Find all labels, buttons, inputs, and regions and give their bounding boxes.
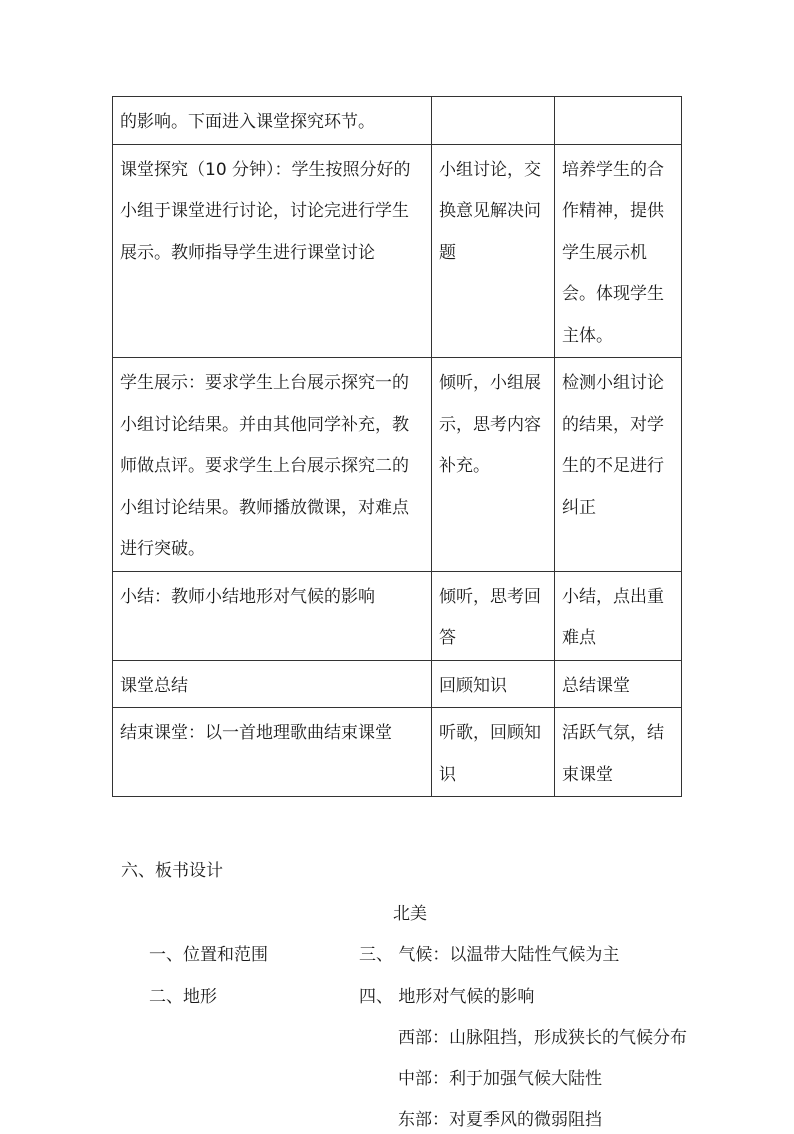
design-intent-cell: 活跃气氛，结束课堂: [555, 708, 682, 797]
student-activity-cell: 小组讨论，交换意见解决问题: [432, 144, 555, 358]
table-row: [113, 144, 682, 358]
design-intent-cell: [555, 97, 682, 145]
board-item-location: 一、位置和范围: [149, 945, 268, 965]
board-subitem-east: 东部：对夏季风的微弱阻挡: [398, 1110, 602, 1130]
table-row: [113, 97, 682, 145]
board-item-terrain-climate: 四、 地形对气候的影响: [359, 987, 535, 1007]
student-activity-cell: 回顾知识: [432, 660, 555, 708]
activity-cell: 课堂总结: [113, 660, 432, 708]
table-row: [113, 708, 682, 797]
student-activity-cell: 听歌，回顾知识: [432, 708, 555, 797]
section-heading: 六、板书设计: [121, 861, 223, 881]
design-intent-cell: 小结，点出重难点: [555, 571, 682, 660]
board-item-climate: 三、 气候：以温带大陆性气候为主: [359, 945, 620, 965]
table-row: [113, 571, 682, 660]
design-intent-cell: 培养学生的合作精神，提供学生展示机会。体现学生主体。: [555, 144, 682, 358]
student-activity-cell: 倾听，小组展示，思考内容补充。: [432, 358, 555, 572]
table-row: [113, 358, 682, 572]
activity-cell: 学生展示：要求学生上台展示探究一的小组讨论结果。并由其他同学补充，教师做点评。要求学生上台展示探究二的小组讨论结果。教师播放微课，对难点进行突破。: [113, 358, 432, 572]
student-activity-cell: 倾听，思考回答: [432, 571, 555, 660]
lesson-process-table: [112, 96, 682, 797]
board-title: 北美: [393, 904, 427, 924]
table-row: [113, 660, 682, 708]
board-item-terrain: 二、地形: [149, 987, 217, 1007]
board-subitem-west: 西部：山脉阻挡，形成狭长的气候分布: [398, 1028, 687, 1048]
design-intent-cell: 总结课堂: [555, 660, 682, 708]
board-subitem-middle: 中部：利于加强气候大陆性: [398, 1069, 602, 1089]
activity-cell: 结束课堂：以一首地理歌曲结束课堂: [113, 708, 432, 797]
activity-cell: 课堂探究（10 分钟）：学生按照分好的小组于课堂进行讨论，讨论完进行学生展示。教师指导学生进行课堂讨论: [113, 144, 432, 358]
student-activity-cell: [432, 97, 555, 145]
activity-cell: 的影响。下面进入课堂探究环节。: [113, 97, 432, 145]
activity-cell: 小结：教师小结地形对气候的影响: [113, 571, 432, 660]
design-intent-cell: 检测小组讨论的结果，对学生的不足进行纠正: [555, 358, 682, 572]
